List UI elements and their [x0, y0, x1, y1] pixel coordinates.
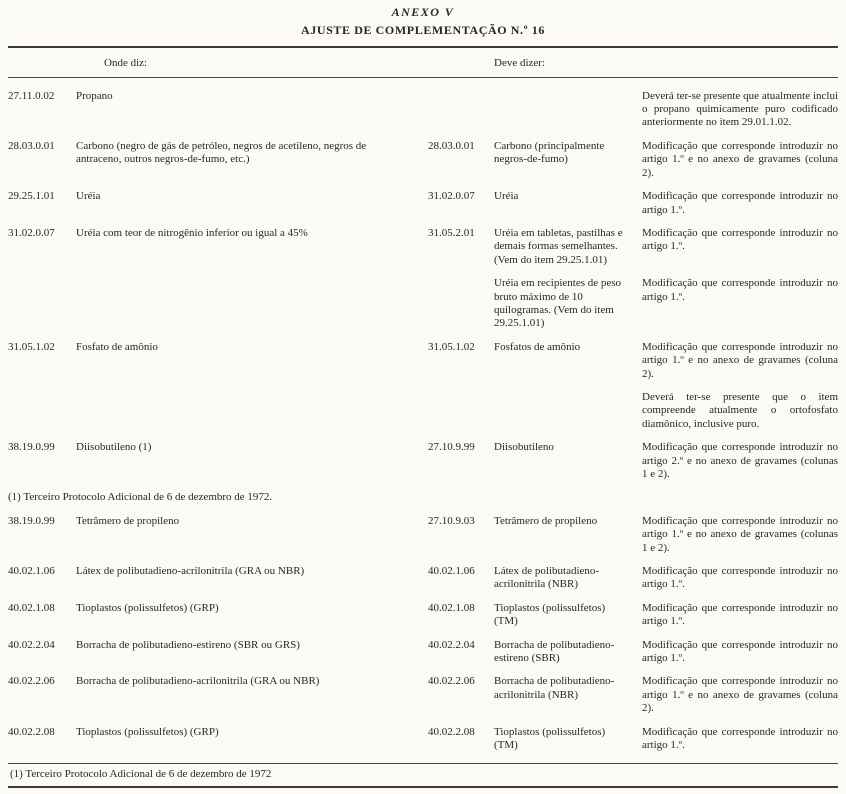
- mid-text: Uréia em tabletas, pastilhas e demais formas semelhantes. (Vem do item 29.25.1.01): [494, 226, 623, 266]
- mid-text: Tetrâmero de propileno: [494, 514, 598, 527]
- note-text: Modificação que corresponde introduzir no artigo 1.º.: [642, 601, 838, 628]
- left-code: 40.02.2.08: [8, 725, 55, 738]
- mid-code: 27.10.9.99: [428, 441, 475, 454]
- table-row: [8, 639, 838, 666]
- left-code: 40.02.1.08: [8, 601, 55, 614]
- left-code: 27.11.0.02: [8, 89, 55, 102]
- mid-code: 40.02.2.04: [428, 638, 475, 651]
- bottom-footnote: (1) Terceiro Protocolo Adicional de 6 de dezembro de 1972: [10, 767, 272, 780]
- left-text: Fosfato de amônio: [76, 340, 158, 353]
- mid-code: 31.02.0.07: [428, 190, 475, 203]
- footer-bottom-rule: [8, 786, 838, 788]
- table-row: [8, 341, 838, 381]
- table-row: [8, 675, 838, 715]
- table-row: [8, 227, 838, 267]
- mid-code: 27.10.9.03: [428, 514, 475, 527]
- left-code: 28.03.0.01: [8, 139, 55, 152]
- mid-text: Tioplastos (polissulfetos) (TM): [494, 725, 606, 752]
- mid-text: Uréia em recipientes de peso bruto máximo de 10 quilogramas. (Vem do item 29.25.1.01): [494, 277, 622, 330]
- note-text: Modificação que corresponde introduzir no artigo 1.º.: [642, 190, 838, 216]
- note-text: Deverá ter-se presente que atualmente inclui o propano quimicamente puro codificado anteriormente no item 29.01.1.02.: [642, 89, 838, 129]
- table-row: [8, 391, 838, 431]
- mid-footnote: (1) Terceiro Protocolo Adicional de 6 de dezembro de 1972.: [8, 491, 273, 504]
- mid-text: Diisobutileno: [494, 441, 554, 454]
- col-header-onde-diz: Onde diz:: [104, 57, 148, 70]
- note-text: Deverá ter-se presente que o item compreende atualmente o ortofosfato diamônico, inclusive puro.: [642, 390, 838, 430]
- left-text: Látex de polibutadieno-acrilonitrila (GRA ou NBR): [76, 565, 305, 578]
- note-text: Modificação que corresponde introduzir no artigo 1.º e no anexo de gravames (coluna 2).: [642, 139, 838, 179]
- mid-text: Carbono (principalmente negros-de-fumo): [494, 139, 605, 166]
- doc-title: ANEXO V: [391, 5, 455, 19]
- note-text: Modificação que corresponde introduzir no artigo 1.º e no anexo de gravames (colunas 1 e 2).: [642, 514, 838, 554]
- left-text: Borracha de polibutadieno-acrilonitrila (GRA ou NBR): [76, 675, 320, 688]
- mid-code: 28.03.0.01: [428, 139, 475, 152]
- left-text: Carbono (negro de gás de petróleo, negros de acetileno, negros de antraceno, outros negros-de-fumo, etc.): [76, 139, 367, 166]
- left-code: 29.25.1.01: [8, 190, 55, 203]
- document-header: [8, 5, 838, 37]
- note-text: Modificação que corresponde introduzir no artigo 1.º.: [642, 277, 838, 303]
- table-row: [8, 90, 838, 130]
- left-text: Borracha de polibutadieno-estireno (SBR ou GRS): [76, 638, 300, 651]
- table-row: [8, 726, 838, 753]
- note-text: Modificação que corresponde introduzir no artigo 1.º.: [642, 226, 838, 253]
- left-text: Diisobutileno (1): [76, 441, 152, 454]
- note-text: Modificação que corresponde introduzir no artigo 1.º.: [642, 565, 838, 591]
- mid-code: 40.02.2.06: [428, 675, 475, 688]
- mid-text: Fosfatos de amônio: [494, 340, 581, 353]
- mid-text: Borracha de polibutadieno-estireno (SBR): [494, 638, 615, 665]
- left-code: 31.02.0.07: [8, 226, 55, 239]
- table-body: [8, 78, 838, 763]
- left-code: 40.02.1.06: [8, 565, 55, 578]
- left-code: 31.05.1.02: [8, 340, 55, 353]
- mid-text: Tioplastos (polissulfetos) (TM): [494, 601, 606, 628]
- mid-code: 40.02.1.08: [428, 601, 475, 614]
- mid-text: Látex de polibutadieno-acrilonitrila (NBR): [494, 565, 600, 591]
- table-row: [8, 515, 838, 555]
- mid-code: 40.02.1.06: [428, 565, 475, 578]
- mid-code: 31.05.2.01: [428, 226, 475, 239]
- document-footer: [8, 763, 838, 794]
- table-row: [8, 140, 838, 180]
- left-code: 40.02.2.06: [8, 675, 55, 688]
- column-headers: [8, 48, 838, 76]
- left-text: Propano: [76, 89, 113, 102]
- note-text: Modificação que corresponde introduzir no artigo 1.º.: [642, 638, 838, 665]
- left-code: 40.02.2.04: [8, 638, 55, 651]
- left-text: Tetrâmero de propileno: [76, 514, 180, 527]
- mid-code: 31.05.1.02: [428, 340, 475, 353]
- left-code: 38.19.0.99: [8, 514, 55, 527]
- left-text: Tioplastos (polissulfetos) (GRP): [76, 725, 219, 738]
- mid-text: Uréia: [494, 190, 519, 203]
- table-row: [8, 602, 838, 629]
- note-text: Modificação que corresponde introduzir no artigo 2.º e no anexo de gravames (colunas 1 e 2).: [642, 441, 838, 480]
- table-row: [8, 277, 838, 331]
- left-text: Uréia com teor de nitrogênio inferior ou igual a 45%: [76, 226, 308, 239]
- col-header-deve-dizer: Deve dizer:: [494, 57, 545, 70]
- note-text: Modificação que corresponde introduzir no artigo 1.º e no anexo de gravames (coluna 2).: [642, 675, 838, 715]
- left-text: Uréia: [76, 190, 101, 203]
- table-row: [8, 190, 838, 217]
- table-row: [8, 565, 838, 592]
- table-row: [8, 441, 838, 481]
- note-text: Modificação que corresponde introduzir no artigo 1.º.: [642, 725, 838, 752]
- mid-text: Borracha de polibutadieno-acrilonitrila (NBR): [494, 675, 615, 701]
- doc-subtitle: AJUSTE DE COMPLEMENTAÇÃO N.º 16: [300, 22, 546, 37]
- left-text: Tioplastos (polissulfetos) (GRP): [76, 601, 219, 614]
- mid-code: 40.02.2.08: [428, 725, 475, 738]
- note-text: Modificação que corresponde introduzir no artigo 1.º e no anexo de gravames (coluna 2).: [642, 340, 838, 380]
- left-code: 38.19.0.99: [8, 441, 55, 454]
